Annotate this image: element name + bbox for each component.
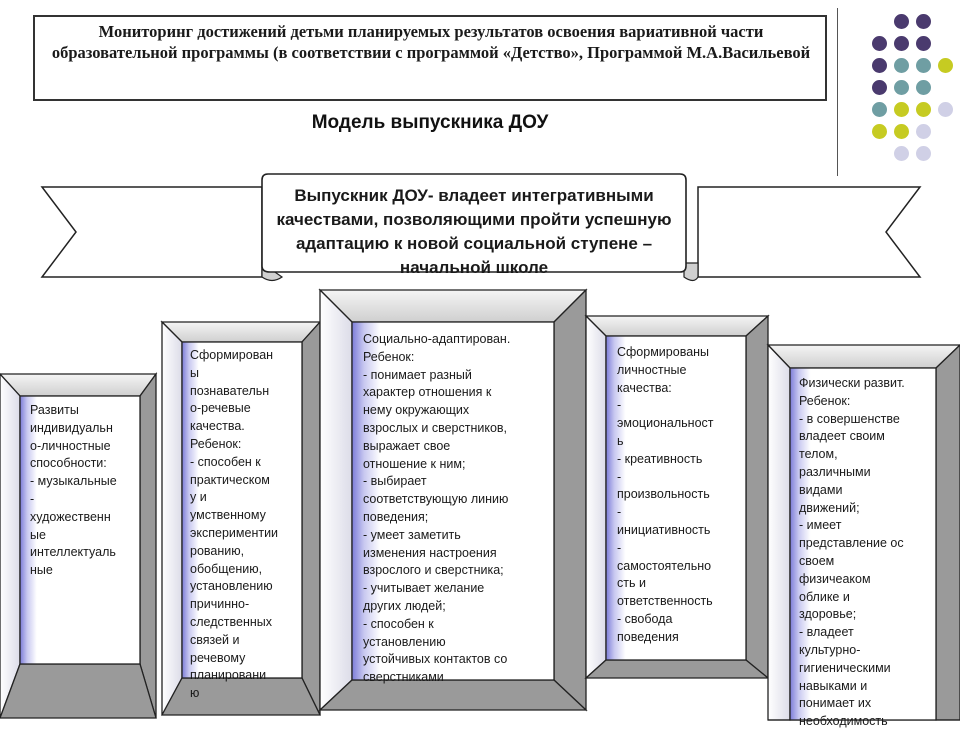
column-physical-development	[799, 375, 929, 729]
column-text: Физически развит. Ребенок: - в совершенстве владеет своим телом, различными видами движений; - имеет представление ос своем физичеаком облике и здоровье; - владеет культурно- гигиеническими навыками и понимает их необходимость	[799, 376, 905, 729]
banner-text: Выпускник ДОУ- владеет интегративными качествами, позволяющими пройти успешную адаптацию к новой социальной ступене –начальной школе	[276, 186, 672, 277]
frame-bevel-top	[586, 316, 768, 336]
frame-bevel-left	[162, 322, 182, 715]
frame-bevel-right	[140, 374, 156, 718]
frame-bevel-right	[302, 322, 320, 715]
frame-bevel-right	[554, 290, 586, 710]
column-individual-abilities	[30, 402, 134, 672]
frame-bevel-left	[0, 374, 20, 718]
frame-bevel-bottom	[586, 660, 768, 678]
frame-bevel-right	[936, 345, 960, 720]
subtitle: Модель выпускника ДОУ	[311, 112, 549, 133]
page-title: Мониторинг достижений детьми планируемых результатов освоения вариативной части образовательной программы (в соответствии с программой «Детство», Программой М.А.Васильевой	[51, 22, 811, 62]
frame-bevel-left	[320, 290, 352, 710]
column-text: Сформирован ы познавательн о-речевые качества. Ребенок: - способен к практическом у и умственному экспериментии рованию, обобщению, установлению причинно- следственных связей и речевому планировани ю	[190, 348, 279, 701]
frame-bevel-top	[768, 345, 960, 368]
column-text: Развиты индивидуальн о-личностные способности: - музыкальные - художественн ые интеллектуаль ные	[30, 403, 117, 578]
column-social-adaptation	[363, 331, 543, 686]
frame-bevel-top	[0, 374, 156, 396]
column-personal-qualities	[617, 344, 739, 644]
column-cognitive-qualities	[190, 347, 294, 701]
frame-bevel-top	[320, 290, 586, 322]
column-text: Сформированы личностные качества: - эмоциональност ь - креативность - произвольность - инициативность - самостоятельно сть и ответственность - свобода поведения	[617, 345, 714, 644]
column-text: Социально-адаптирован. Ребенок: - понимает разный характер отношения к нему окружающих взрослых и сверстников, выражает свое отношение к ним; - выбирает соответствующую линию поведения; - умеет заметить изменения настроения взрослого и сверстника; - учитывает желание других людей; - способен к установлению устойчивых контактов со сверстниками	[363, 332, 511, 685]
frame-bevel-left	[768, 345, 790, 720]
frame-bevel-top	[162, 322, 320, 342]
frame-bevel-right	[746, 316, 768, 678]
frame-bevel-bottom	[0, 664, 156, 718]
frame-bevel-left	[586, 316, 606, 678]
